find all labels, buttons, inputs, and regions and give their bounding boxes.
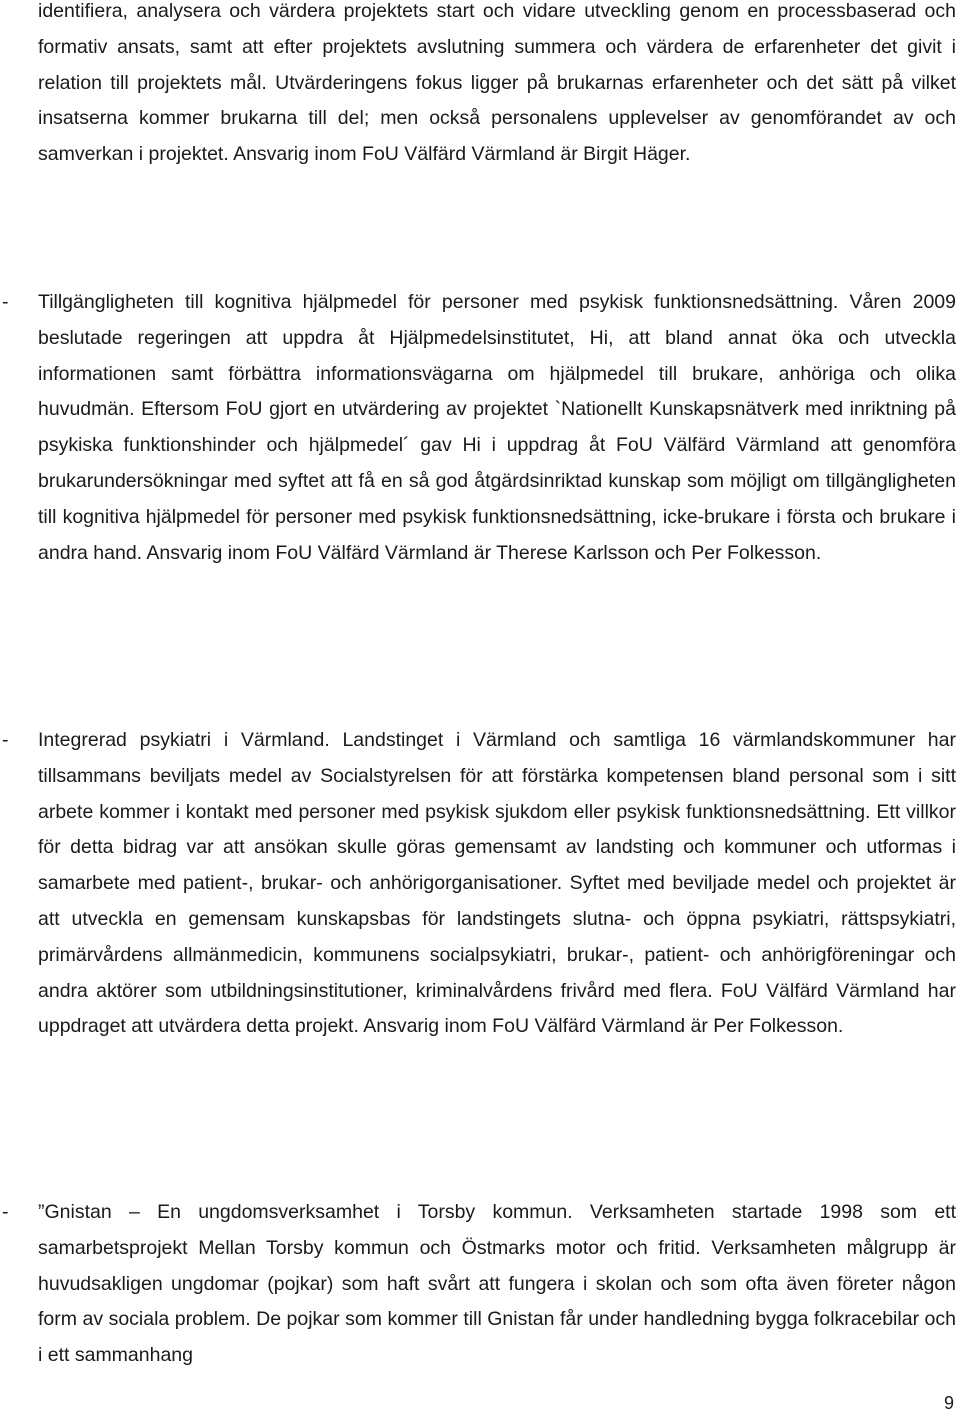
list-item-text: Tillgängligheten till kognitiva hjälpmedel för personer med psykisk funktionsnedsättning. Våren 2009 beslutade regeringen att uppdra åt Hjälpmedelsinstitutet, Hi, att bland annat öka och utveckla informationen samt förbättra informationsvägarna om hjälpmedel till brukare, anhöriga och olika huvudmän. Eftersom FoU gjort en utvärdering av projektet `Nationellt Kunskapsnätverk med inriktning på psykiska funktionshinder och hjälpmedel´ gav Hi i uppdrag åt FoU Välfärd Värmland att genomföra brukarundersökningar med syftet att få en så god åtgärdsinriktad kunskap som möjligt om tillgängligheten till kognitiva hjälpmedel för personer med psykisk funktionsnedsättning, icke-brukare i första och brukare i andra hand. Ansvarig inom FoU Välfärd Värmland är Therese Karlsson och Per Folkesson. <box>38 291 956 564</box>
list-item-text: Integrerad psykiatri i Värmland. Landstinget i Värmland och samtliga 16 värmlandskommuner har tillsammans beviljats medel av Socialstyrelsen för att förstärka kompetensen bland personal som i sitt arbete kommer i kontakt med personer med psykisk sjukdom eller psykisk funktionsnedsättning. Ett villkor för detta bidrag var att ansökan skulle göras gemensamt av landsting och kommuner och utformas i samarbete med patient-, brukar- och anhörigorganisationer. Syftet med beviljade medel och projektet är att utveckla en gemensam kunskapsbas för landstingets slutna- och öppna psykiatri, rättspsykiatri, primärvårdens allmänmedicin, kommunens socialpsykiatri, brukar-, patient- och anhörigföreningar och andra aktörer som utbildningsinstitutioner, kriminalvårdens frivård med flera. FoU Välfärd Värmland har uppdraget att utvärdera detta projekt. Ansvarig inom FoU Välfärd Värmland är Per Folkesson. <box>38 729 956 1038</box>
list-item-text: ”Gnistan – En ungdomsverksamhet i Torsby kommun. Verksamheten startade 1998 som ett samarbetsprojekt Mellan Torsby kommun och Östmarks motor och fritid. Verksamheten målgrupp är huvudsakligen ungdomar (pojkar) som haft svårt att fungera i skolan och som ofta även företer någon form av sociala problem. De pojkar som kommer till Gnistan får under handledning bygga folkracebilar och i ett sammanhang <box>38 1201 956 1367</box>
list-bullet: - <box>2 1201 9 1223</box>
list-bullet: - <box>2 291 9 313</box>
list-item <box>2 285 956 571</box>
intro-text-part2: Utvärderingens fokus ligger på brukarnas erfarenheter och det sätt på vilket insatserna kommer brukarna till del; men också personalens upplevelser av genomförandet av och samverkan i projektet. Ansvarig inom FoU Välfärd Värmland är Birgit Häger. <box>38 71 956 166</box>
intro-text-part1: identifiera, analysera och värdera projektets start och vidare utveckling genom en processbaserad och formativ ansats, samt att efter projektets avslutning summera och värdera de erfarenheter det givit i relation till projektets mål. <box>38 0 956 94</box>
intro-paragraph <box>38 0 956 173</box>
list-bullet: - <box>2 729 9 751</box>
page-number: 9 <box>943 1393 954 1413</box>
list-item <box>2 723 956 1045</box>
list-item <box>2 1195 956 1374</box>
